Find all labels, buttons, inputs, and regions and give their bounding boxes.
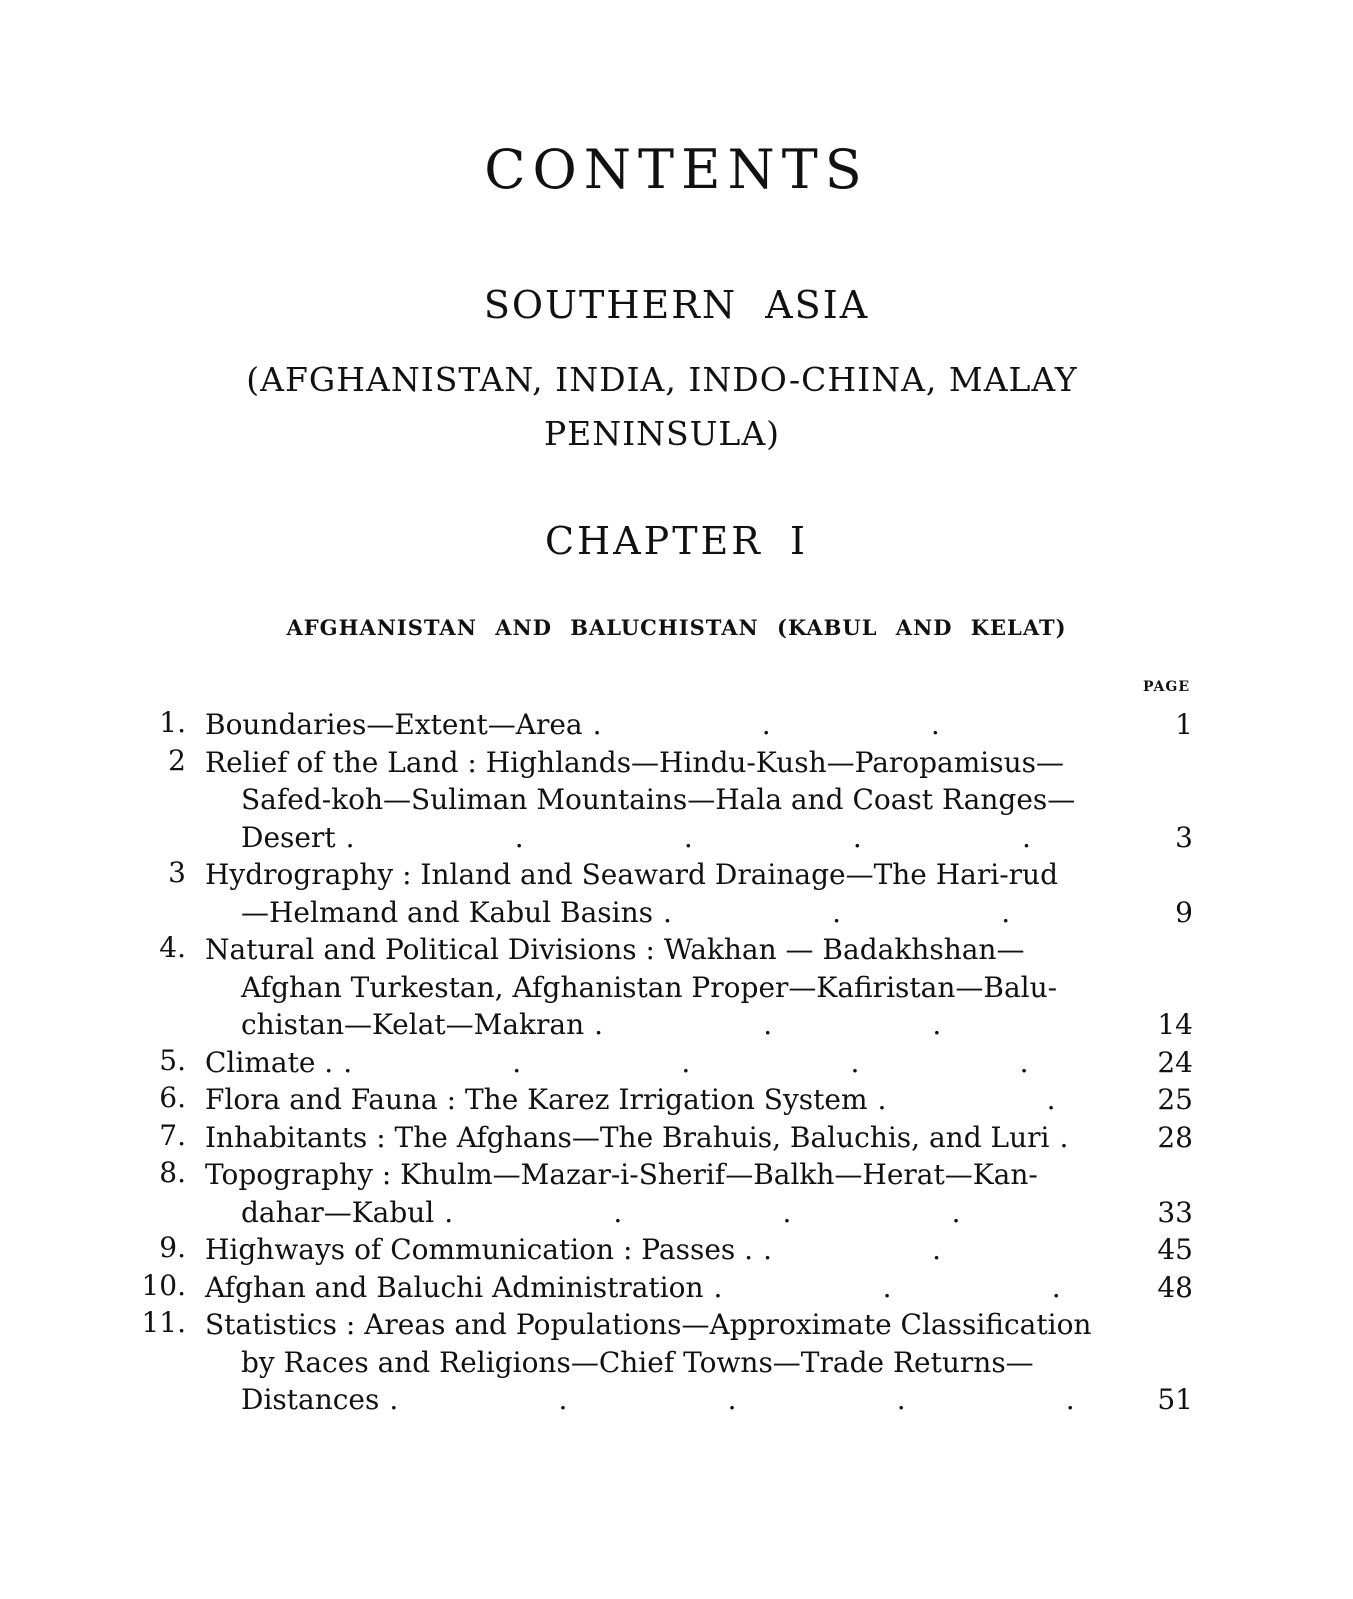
toc-entry-number: 6. (159, 1081, 186, 1114)
chapter-title: CHAPTER I (544, 519, 808, 563)
toc-list (0, 706, 1353, 1419)
toc-entry-line: dahar—Kabul . (205, 1194, 1085, 1232)
toc-entry-line: by Races and Religions—Chief Towns—Trade Returns— (241, 1345, 1034, 1379)
toc-entry-page: 33 (1157, 1195, 1193, 1229)
toc-entry-text (205, 1119, 1085, 1157)
dot-leader (346, 819, 1085, 857)
dot-leader (444, 1194, 1085, 1232)
toc-entry-text (205, 1081, 1085, 1119)
section-subtitle (222, 353, 1102, 461)
toc-entry-page: 3 (1175, 820, 1193, 854)
toc-entry-line: chistan—Kelat—Makran . (205, 1006, 1085, 1044)
toc-entry-page: 1 (1175, 708, 1193, 741)
dot-leader (343, 1044, 1085, 1082)
toc-entry-number: 3 (168, 856, 186, 889)
toc-entry-number: 9. (159, 1231, 186, 1264)
toc-entry (0, 706, 1353, 744)
toc-entry-line: —Helmand and Kabul Basins . (205, 894, 1085, 932)
toc-entry-page: 14 (1157, 1008, 1193, 1041)
toc-entry-page: 25 (1157, 1083, 1193, 1116)
toc-entry-number: 11. (141, 1306, 186, 1339)
subtitle-line: (AFGHANISTAN, INDIA, INDO-CHINA, MALAY (246, 360, 1078, 399)
dot-leader (763, 1231, 1085, 1269)
dot-leader (878, 1081, 1085, 1119)
toc-entry-number: 10. (141, 1268, 186, 1302)
toc-entry (0, 1044, 1353, 1082)
toc-entry-line: Boundaries—Extent—Area . (205, 706, 1085, 744)
dot-leader (714, 1269, 1086, 1307)
toc-entry-page: 24 (1157, 1045, 1193, 1079)
toc-entry-line: Highways of Communication : Passes . . (205, 1231, 1085, 1269)
toc-entry (0, 1306, 1353, 1419)
toc-entry-number: 5. (159, 1043, 186, 1077)
section-title: SOUTHERN ASIA (483, 283, 870, 327)
toc-entry-line: Topography : Khulm—Mazar-i-Sherif—Balkh—Herat—Kan- (205, 1158, 1038, 1191)
dot-leader (389, 1381, 1085, 1419)
chapter-subject: AFGHANISTAN AND BALUCHISTAN (KABUL AND KELAT) (286, 615, 1067, 640)
toc-entry-text (205, 856, 1085, 931)
toc-entry-line: Natural and Political Divisions : Wakhan — Badakhshan— (205, 933, 1025, 966)
subtitle-line: PENINSULA) (543, 414, 781, 453)
toc-entry-page: 45 (1157, 1233, 1193, 1266)
toc-entry-line: Distances . (205, 1381, 1085, 1419)
toc-entry (0, 1156, 1353, 1231)
toc-entry-number: 1. (159, 706, 186, 739)
toc-entry-text (205, 1269, 1085, 1307)
dot-leader (594, 1006, 1085, 1044)
dot-leader (663, 894, 1085, 932)
toc-entry (0, 744, 1353, 857)
toc-entry-line: Desert . (205, 819, 1085, 857)
toc-entry-page: 28 (1157, 1120, 1193, 1154)
toc-entry-page: 48 (1157, 1270, 1193, 1304)
toc-entry (0, 1119, 1353, 1157)
toc-entry-number: 4. (159, 931, 186, 964)
toc-entry-line: Inhabitants : The Afghans—The Brahuis, Baluchis, and Luri . (205, 1119, 1085, 1157)
toc-entry-text (205, 1044, 1085, 1082)
toc-entry-number: 2 (168, 743, 186, 777)
toc-entry (0, 856, 1353, 931)
toc-entry (0, 931, 1353, 1044)
toc-entry-page: 51 (1157, 1383, 1193, 1416)
toc-entry-line: Statistics : Areas and Populations—Approximate Classification (205, 1308, 1092, 1341)
toc-entry-line: Hydrography : Inland and Seaward Drainage—The Hari-rud (205, 858, 1059, 891)
toc-entry-line: Climate . . (205, 1044, 1085, 1082)
toc-entry-line: Relief of the Land : Highlands—Hindu-Kush—Paropamisus— (205, 745, 1065, 779)
toc-entry (0, 1081, 1353, 1119)
toc-entry-text (205, 931, 1085, 1044)
dot-leader (593, 706, 1085, 744)
toc-entry-number: 7. (159, 1118, 186, 1152)
dot-leader (1060, 1119, 1086, 1157)
toc-entry-text (205, 1156, 1085, 1231)
page-title: CONTENTS (484, 138, 869, 201)
toc-entry (0, 1269, 1353, 1307)
toc-entry-text (205, 1231, 1085, 1269)
toc-entry-text (205, 744, 1085, 857)
toc-entry-text (205, 1306, 1092, 1419)
toc-entry-line: Flora and Fauna : The Karez Irrigation System . (205, 1081, 1085, 1119)
toc-entry-text (205, 706, 1085, 744)
toc-entry-line: Afghan and Baluchi Administration . (205, 1269, 1085, 1307)
toc-entry (0, 1231, 1353, 1269)
page-column-label: PAGE (1143, 679, 1190, 695)
toc-entry-line: Afghan Turkestan, Afghanistan Proper—Kafiristan—Balu- (241, 970, 1058, 1004)
toc-entry-number: 8. (159, 1156, 186, 1189)
toc-entry-page: 9 (1175, 895, 1193, 929)
toc-entry-line: Safed-koh—Suliman Mountains—Hala and Coast Ranges— (241, 783, 1076, 816)
